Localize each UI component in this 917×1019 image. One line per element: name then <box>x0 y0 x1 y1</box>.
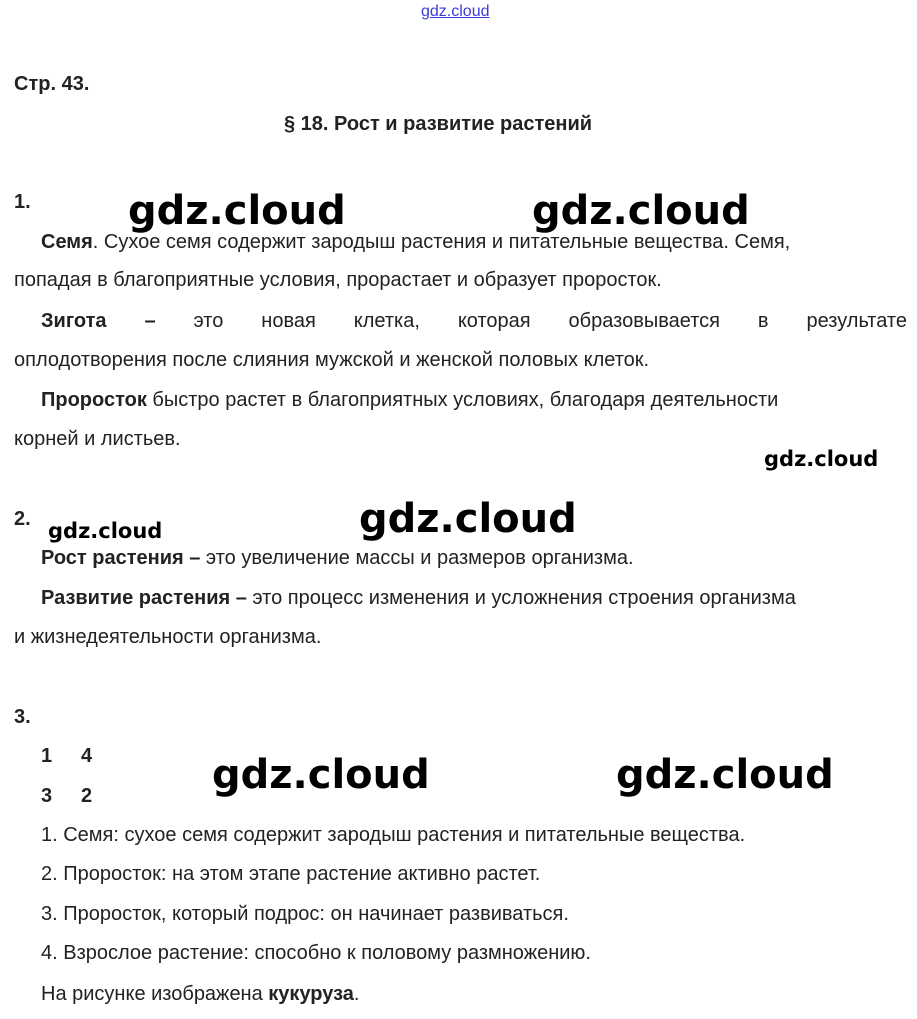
watermark: gdz.cloud <box>532 188 750 234</box>
development-definition-line1 <box>41 586 796 610</box>
list-item: 2. Проросток: на этом этапе растение активно растет. <box>41 863 541 885</box>
list-item: 4. Взрослое растение: способно к половому размножению. <box>41 942 591 964</box>
watermark: gdz.cloud <box>212 752 430 798</box>
conclusion-suffix: . <box>353 983 360 1005</box>
watermark: gdz.cloud <box>616 752 834 798</box>
grid-cell: 4 <box>81 745 93 767</box>
growth-term: Рост растения – <box>41 547 201 569</box>
page-label: Стр. 43. <box>14 73 90 95</box>
growth-text: это увеличение массы и размеров организма. <box>200 547 634 569</box>
seed-text: . Сухое семя содержит зародыш растения и питательные вещества. Семя, <box>92 231 791 253</box>
sprout-term: Проросток <box>41 389 147 411</box>
task2-number: 2. <box>14 508 31 530</box>
zygote-term: Зигота – <box>41 310 156 332</box>
seed-term: Семя <box>41 231 93 253</box>
conclusion-term: кукуруза <box>268 983 354 1005</box>
grid-cell: 1 <box>41 745 53 767</box>
watermark: gdz.cloud <box>128 188 346 234</box>
development-definition-line2: и жизнедеятельности организма. <box>14 626 322 648</box>
list-item: 3. Проросток, который подрос: он начинает развиваться. <box>41 903 569 925</box>
grid-cell: 2 <box>81 785 93 807</box>
zygote-paragraph-line1 <box>41 309 907 333</box>
sprout-text: быстро растет в благоприятных условиях, благодаря деятельности <box>146 389 779 411</box>
header-link[interactable]: gdz.cloud <box>421 3 490 20</box>
zygote-paragraph-line2: оплодотворения после слияния мужской и женской половых клеток. <box>14 349 650 371</box>
section-title: § 18. Рост и развитие растений <box>284 113 593 135</box>
zygote-text: это новая клетка, которая образовывается в результате <box>193 310 907 332</box>
conclusion-prefix: На рисунке изображена <box>41 983 269 1005</box>
development-text: это процесс изменения и усложнения строения организма <box>246 587 796 609</box>
list-item: 1. Семя: сухое семя содержит зародыш растения и питательные вещества. <box>41 824 746 846</box>
task3-number: 3. <box>14 706 31 728</box>
task1-number: 1. <box>14 191 31 213</box>
watermark: gdz.cloud <box>48 519 163 543</box>
seed-paragraph-line2: попадая в благоприятные условия, прорастает и образует проросток. <box>14 269 662 291</box>
conclusion <box>41 982 359 1006</box>
development-term: Развитие растения – <box>41 587 247 609</box>
sprout-paragraph-line2: корней и листьев. <box>14 428 181 450</box>
watermark: gdz.cloud <box>359 496 577 542</box>
growth-definition <box>41 546 634 570</box>
sprout-paragraph-line1 <box>41 388 778 412</box>
watermark: gdz.cloud <box>764 447 879 471</box>
grid-cell: 3 <box>41 785 53 807</box>
